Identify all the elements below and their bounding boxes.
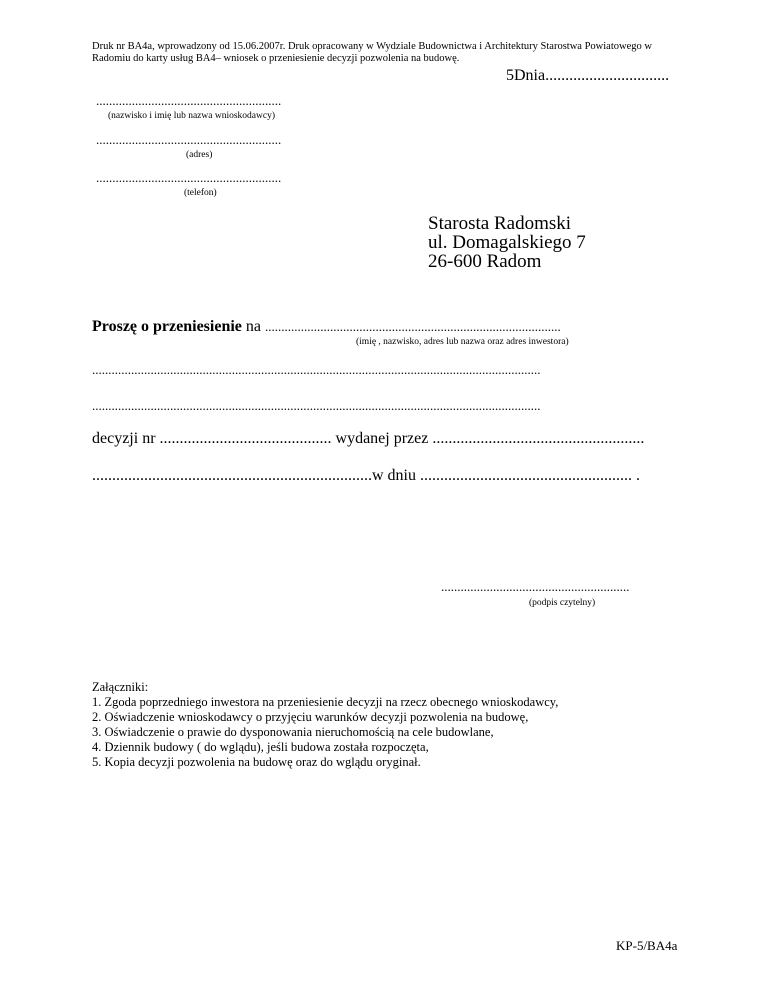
- decision-line: decyzji nr ........................................... wydanej przez .....................................................: [92, 430, 645, 447]
- attachment-item-1: 1. Zgoda poprzedniego inwestora na przeniesienie decyzji na rzecz obecnego wnioskodawcy,: [92, 695, 559, 709]
- attachment-item-5: 5. Kopia decyzji pozwolenia na budowę oraz do wglądu oryginał.: [92, 755, 421, 769]
- applicant-address-dots: .........................................................: [96, 132, 282, 147]
- date-line: 5Dnia...............................: [506, 67, 670, 84]
- addressee-line-1: Starosta Radomski: [428, 213, 572, 234]
- attachment-item-3: 3. Oświadczenie o prawie do dysponowania nieruchomością na cele budowlane,: [92, 725, 494, 739]
- applicant-name-label: (nazwisko i imię lub nazwa wnioskodawcy): [108, 111, 275, 121]
- addressee-line-3: 26-600 Radom: [428, 251, 542, 272]
- attachment-item-4: 4. Dziennik budowy ( do wglądu), jeśli budowa została rozpoczęta,: [92, 740, 429, 754]
- request-na: na: [245, 318, 261, 335]
- signature-dots: ..........................................................: [441, 579, 630, 594]
- request-sub-label: (imię , nazwisko, adres lub nazwa oraz adres inwestora): [356, 337, 569, 347]
- footer-code: KP-5/BA4a: [616, 938, 678, 953]
- applicant-phone-dots: .........................................................: [96, 170, 282, 185]
- decision-date-line: ......................................................................w dniu ..................................................... .: [92, 467, 640, 484]
- request-heading: Proszę o przeniesienie: [92, 318, 242, 335]
- addressee-line-2: ul. Domagalskiego 7: [428, 232, 586, 253]
- request-dots: ...........................................................................................: [265, 319, 561, 334]
- blank-line-1: ..........................................................................................................................................: [92, 362, 541, 377]
- attachment-item-2: 2. Oświadczenie wnioskodawcy o przyjęciu warunków decyzji pozwolenia na budowę,: [92, 710, 529, 724]
- signature-label: (podpis czytelny): [529, 598, 596, 608]
- header-line-1: Druk nr BA4a, wprowadzony od 15.06.2007r. Druk opracowany w Wydziale Budownictwa i Architektury Starostwa Powiatowego w: [92, 41, 652, 52]
- request-line: [92, 318, 561, 336]
- attachments-title: Załączniki:: [92, 680, 149, 694]
- header-line-2: Radomiu do karty usług BA4– wniosek o przeniesienie decyzji pozwolenia na budowę.: [92, 53, 460, 64]
- applicant-name-dots: .........................................................: [96, 93, 282, 108]
- applicant-phone-label: (telefon): [184, 188, 217, 198]
- blank-line-2: ..........................................................................................................................................: [92, 398, 541, 413]
- applicant-address-label: (adres): [186, 150, 213, 160]
